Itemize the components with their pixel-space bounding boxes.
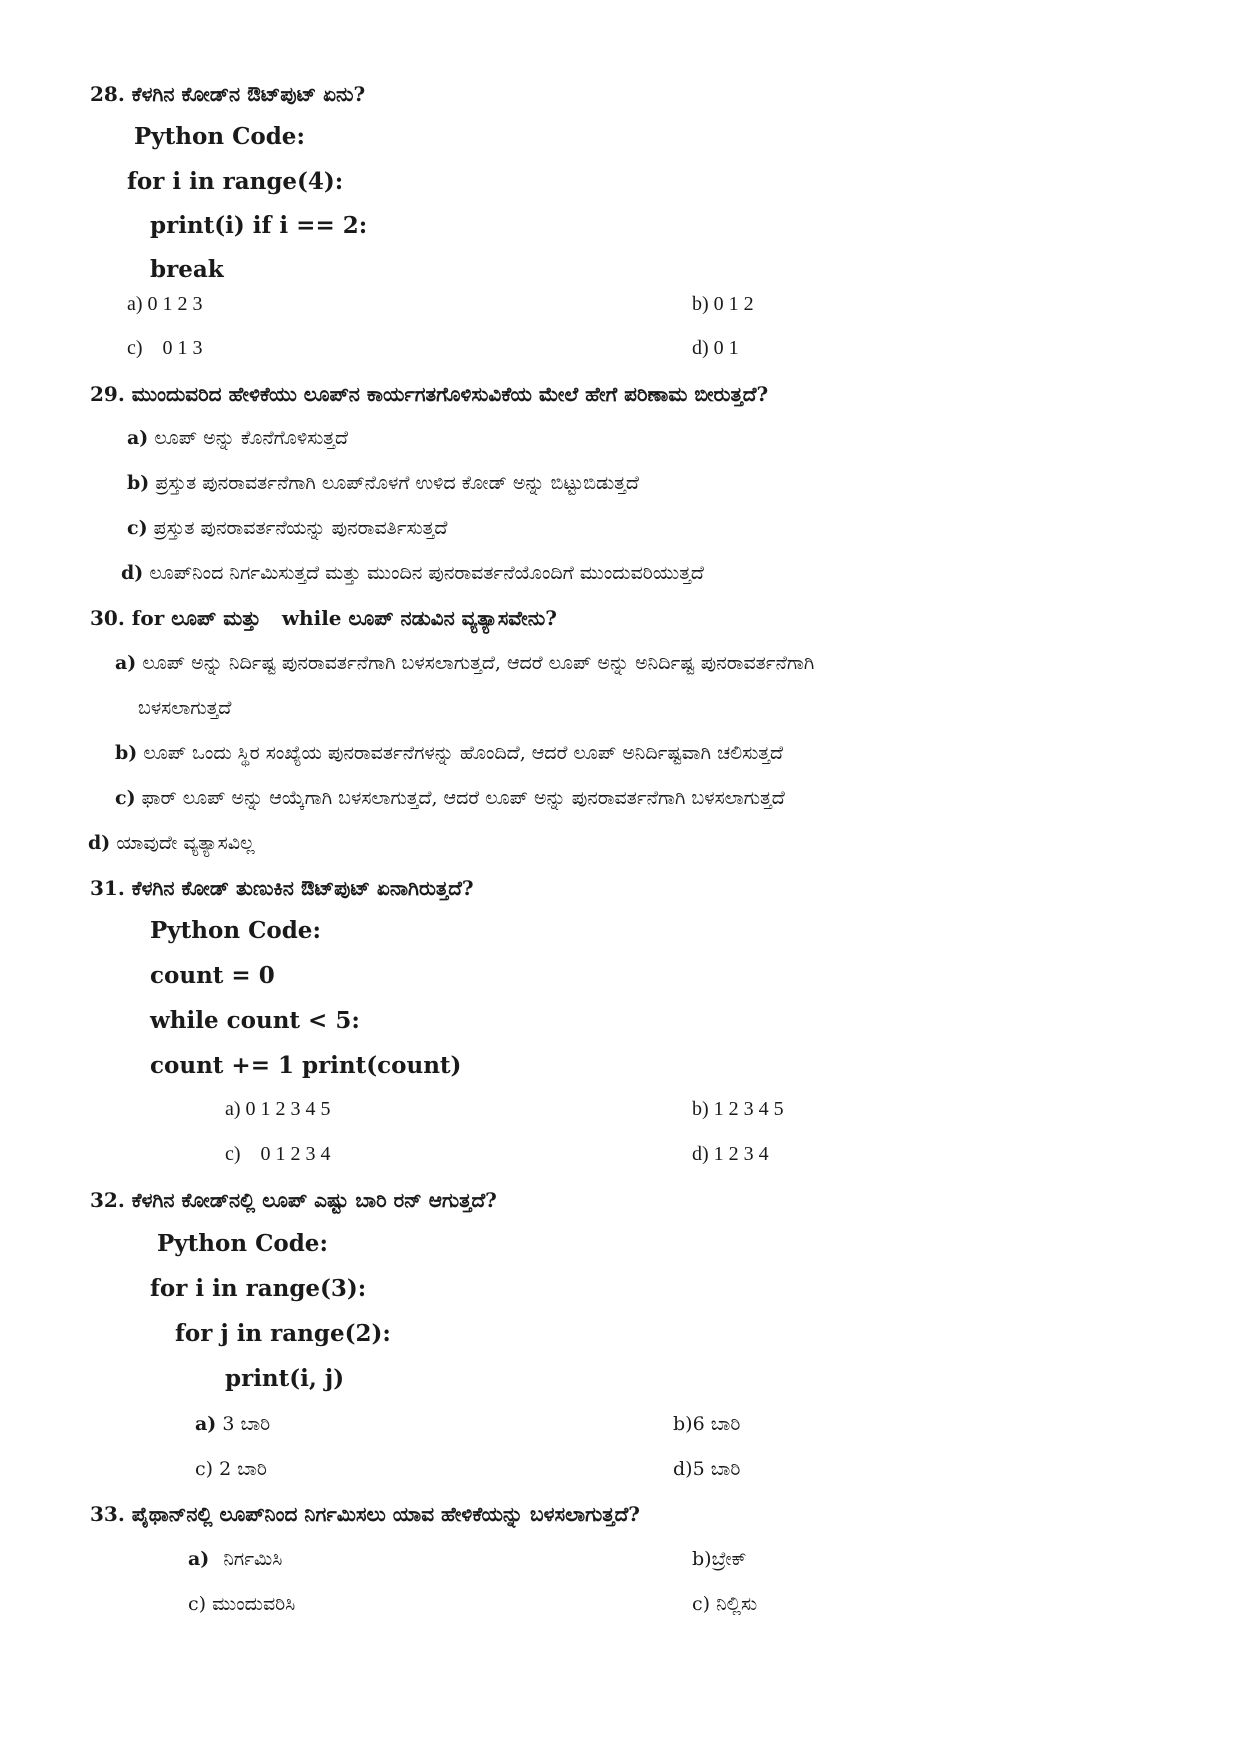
question-number: 30.	[90, 606, 125, 630]
question-number: 33.	[90, 1502, 125, 1526]
question-text: ಪೈಥಾನ್‌ನಲ್ಲಿ ಲೂಪ್‌ನಿಂದ ನಿರ್ಗಮಿಸಲು ಯಾವ ಹೇಳಿಕೆಯನ್ನು ಬಳಸಲಾಗುತ್ತದೆ?	[131, 1502, 641, 1526]
option-label: c)	[188, 1593, 207, 1615]
option-label: d)	[673, 1458, 693, 1480]
question-text: ಮುಂದುವರಿದ ಹೇಳಿಕೆಯು ಲೂಪ್‌ನ ಕಾರ್ಯಗತಗೊಳಿಸುವಿಕೆಯ ಮೇಲೆ ಹೇಗೆ ಪರಿಣಾಮ ಬೀರುತ್ತದೆ?	[131, 382, 769, 406]
option-label: a)	[188, 1548, 210, 1570]
question-text-part2: while ಲೂಪ್ ನಡುವಿನ ವ್ಯತ್ಯಾಸವೇನು?	[281, 606, 557, 630]
question-number: 32.	[90, 1188, 125, 1212]
option-a-continued: ಬಳಸಲಾಗುತ್ತದೆ	[138, 697, 232, 719]
option-label: c)	[692, 1593, 711, 1615]
option-a[interactable]	[188, 1545, 282, 1573]
option-label: c)	[115, 787, 136, 809]
option-text: ಮುಂದುವರಿಸಿ	[212, 1593, 296, 1615]
option-a[interactable]: a) 0 1 2 3	[127, 293, 203, 315]
option-d[interactable]: d) 1 2 3 4	[692, 1143, 769, 1165]
option-label: c)	[195, 1458, 214, 1480]
option-d[interactable]	[88, 829, 255, 857]
code-line: count += 1 print(count)	[150, 1052, 462, 1079]
question-text: ಕೆಳಗಿನ ಕೋಡ್‌ನ ಔಟ್‌ಪುಟ್ ಏನು?	[131, 82, 366, 106]
option-text: 6 ಬಾರಿ	[692, 1413, 741, 1435]
option-c[interactable]	[115, 784, 785, 812]
option-label: b)	[673, 1413, 693, 1435]
question-29	[90, 380, 768, 408]
code-line: Python Code:	[134, 123, 305, 150]
option-text: ಲೂಪ್ ಅನ್ನು ಕೊನೆಗೊಳಿಸುತ್ತದೆ	[154, 427, 349, 449]
option-d[interactable]	[673, 1455, 740, 1483]
option-b[interactable]	[127, 469, 639, 497]
option-text: 5 ಬಾರಿ	[692, 1458, 741, 1480]
question-number: 28.	[90, 82, 125, 106]
option-label: b)	[692, 1548, 712, 1570]
question-text-part1: for ಲೂಪ್ ಮತ್ತು	[131, 606, 261, 630]
question-32	[90, 1186, 497, 1214]
option-text: 2 ಬಾರಿ	[219, 1458, 267, 1480]
question-text: ಕೆಳಗಿನ ಕೋಡ್ ತುಣುಕಿನ ಔಟ್‌ಪುಟ್ ಏನಾಗಿರುತ್ತದೆ?	[131, 876, 474, 900]
question-number: 31.	[90, 876, 125, 900]
option-c[interactable]: c) 0 1 3	[127, 337, 203, 359]
option-label: d)	[88, 832, 111, 854]
option-text: ಲೂಪ್‌ನಿಂದ ನಿರ್ಗಮಿಸುತ್ತದೆ ಮತ್ತು ಮುಂದಿನ ಪುನರಾವರ್ತನೆಯೊಂದಿಗೆ ಮುಂದುವರಿಯುತ್ತದೆ	[149, 562, 704, 584]
option-c[interactable]	[188, 1590, 295, 1618]
option-c[interactable]	[127, 514, 447, 542]
code-line: while count < 5:	[150, 1007, 360, 1034]
option-text: 3 ಬಾರಿ	[222, 1413, 271, 1435]
code-line: break	[150, 256, 224, 283]
option-label: b)	[127, 472, 150, 494]
question-28	[90, 80, 365, 108]
option-text: ಫಾರ್ ಲೂಪ್ ಅನ್ನು ಆಯ್ಕೆಗಾಗಿ ಬಳಸಲಾಗುತ್ತದೆ, ಆದರೆ ಲೂಪ್ ಅನ್ನು ಪುನರಾವರ್ತನೆಗಾಗಿ ಬಳಸಲಾಗುತ್ತದೆ	[141, 787, 785, 809]
option-text: ಯಾವುದೇ ವ್ಯತ್ಯಾಸವಿಲ್ಲ	[116, 832, 255, 854]
code-line: for j in range(2):	[175, 1320, 391, 1347]
question-30	[90, 604, 557, 632]
option-text: ಲೂಪ್ ಒಂದು ಸ್ಥಿರ ಸಂಖ್ಯೆಯ ಪುನರಾವರ್ತನೆಗಳನ್ನು ಹೊಂದಿದೆ, ಆದರೆ ಲೂಪ್ ಅನಿರ್ದಿಷ್ಟವಾಗಿ ಚಲಿಸುತ್ತದೆ	[143, 742, 783, 764]
option-b[interactable]: b) 0 1 2	[692, 293, 754, 315]
option-text: ಲೂಪ್ ಅನ್ನು ನಿರ್ದಿಷ್ಟ ಪುನರಾವರ್ತನೆಗಾಗಿ ಬಳಸಲಾಗುತ್ತದೆ, ಆದರೆ ಲೂಪ್ ಅನ್ನು ಅನಿರ್ದಿಷ್ಟ ಪುನರಾವರ್ತನೆಗಾಗಿ	[142, 652, 815, 674]
option-d[interactable]	[692, 1590, 757, 1618]
option-b[interactable]: b) 1 2 3 4 5	[692, 1098, 784, 1120]
option-label: a)	[195, 1413, 217, 1435]
option-label: c)	[127, 517, 148, 539]
code-line: print(i, j)	[225, 1365, 345, 1392]
question-31	[90, 874, 474, 902]
code-line: for i in range(3):	[150, 1275, 367, 1302]
option-a[interactable]	[195, 1410, 270, 1438]
option-text: ಬ್ರೇಕ್	[711, 1548, 747, 1570]
option-a[interactable]: a) 0 1 2 3 4 5	[225, 1098, 331, 1120]
option-b[interactable]	[692, 1545, 746, 1573]
option-b[interactable]	[115, 739, 783, 767]
option-text: ನಿಲ್ಲಿಸು	[716, 1593, 758, 1615]
option-a[interactable]	[127, 424, 348, 452]
option-text: ಪ್ರಸ್ತುತ ಪುನರಾವರ್ತನೆಗಾಗಿ ಲೂಪ್‌ನೊಳಗೆ ಉಳಿದ ಕೋಡ್ ಅನ್ನು ಬಿಟ್ಟುಬಿಡುತ್ತದೆ	[155, 472, 639, 494]
code-line: print(i) if i == 2:	[150, 212, 368, 239]
option-a[interactable]	[115, 649, 814, 677]
option-text: ನಿರ್ಗಮಿಸಿ	[223, 1548, 283, 1570]
option-label: a)	[127, 427, 149, 449]
option-label: b)	[115, 742, 138, 764]
code-line: Python Code:	[157, 1230, 328, 1257]
question-number: 29.	[90, 382, 125, 406]
code-line: for i in range(4):	[127, 168, 344, 195]
code-line: Python Code:	[150, 917, 321, 944]
option-text: ಪ್ರಸ್ತುತ ಪುನರಾವರ್ತನೆಯನ್ನು ಪುನರಾವರ್ತಿಸುತ್ತದೆ	[153, 517, 448, 539]
option-c[interactable]: c) 0 1 2 3 4	[225, 1143, 331, 1165]
option-label: a)	[115, 652, 137, 674]
option-d[interactable]	[121, 559, 704, 587]
question-text: ಕೆಳಗಿನ ಕೋಡ್‌ನಲ್ಲಿ ಲೂಪ್ ಎಷ್ಟು ಬಾರಿ ರನ್ ಆಗುತ್ತದೆ?	[131, 1188, 497, 1212]
option-b[interactable]	[673, 1410, 740, 1438]
option-d[interactable]: d) 0 1	[692, 337, 739, 359]
option-c[interactable]	[195, 1455, 267, 1483]
question-33	[90, 1500, 640, 1528]
code-line: count = 0	[150, 962, 275, 989]
option-label: d)	[121, 562, 144, 584]
